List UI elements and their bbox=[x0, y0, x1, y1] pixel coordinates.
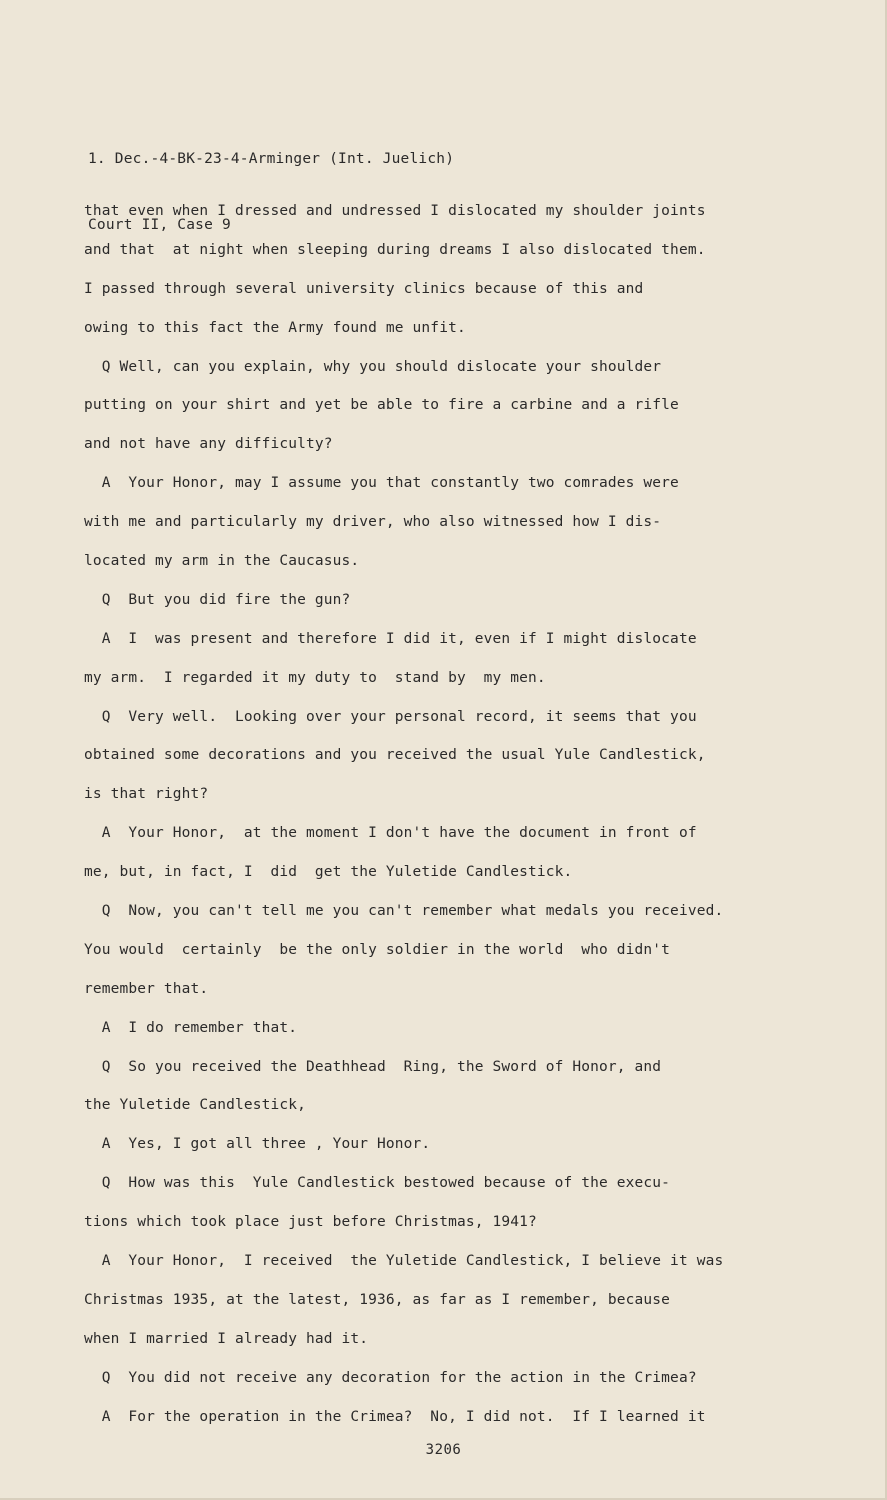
transcript-line: Q You did not receive any decoration for the action in the Crimea? bbox=[84, 1369, 697, 1386]
transcript-body bbox=[84, 198, 804, 1443]
header-case-reference: 1. Dec.-4-BK-23-4-Arminger (Int. Juelich) bbox=[88, 151, 455, 167]
transcript-line: my arm. I regarded it my duty to stand by my men. bbox=[84, 669, 546, 686]
transcript-line: me, but, in fact, I did get the Yuletide Candlestick. bbox=[84, 864, 573, 881]
transcript-line: that even when I dressed and undressed I dislocated my shoulder joints bbox=[84, 203, 706, 219]
transcript-line: Q So you received the Deathhead Ring, the Sword of Honor, and bbox=[84, 1058, 662, 1075]
transcript-line: with me and particularly my driver, who also witnessed how I dis- bbox=[84, 514, 662, 531]
transcript-line: Q Very well. Looking over your personal record, it seems that you bbox=[84, 708, 697, 725]
transcript-line: Q Now, you can't tell me you can't remember what medals you received. bbox=[84, 903, 724, 920]
transcript-line: Christmas 1935, at the latest, 1936, as far as I remember, because bbox=[84, 1291, 671, 1308]
transcript-line: tions which took place just before Christmas, 1941? bbox=[84, 1214, 537, 1231]
transcript-line: You would certainly be the only soldier in the world who didn't bbox=[84, 941, 671, 958]
transcript-line: I passed through several university clinics because of this and bbox=[84, 280, 644, 297]
transcript-line: A Yes, I got all three , Your Honor. bbox=[84, 1136, 431, 1153]
transcript-line: the Yuletide Candlestick, bbox=[84, 1097, 306, 1114]
transcript-line: is that right? bbox=[84, 786, 209, 803]
transcript-line: remember that. bbox=[84, 980, 209, 997]
transcript-line: and that at night when sleeping during dreams I also dislocated them. bbox=[84, 241, 706, 258]
transcript-line: A Your Honor, at the moment I don't have the document in front of bbox=[84, 825, 697, 842]
transcript-line: when I married I already had it. bbox=[84, 1330, 369, 1347]
transcript-line: Q But you did fire the gun? bbox=[84, 591, 351, 608]
transcript-line: A For the operation in the Crimea? No, I did not. If I learned it bbox=[84, 1408, 706, 1425]
transcript-line: A Your Honor, may I assume you that constantly two comrades were bbox=[84, 475, 679, 492]
transcript-line: and not have any difficulty? bbox=[84, 436, 333, 453]
transcript-line: Q Well, can you explain, why you should dislocate your shoulder bbox=[84, 358, 662, 375]
transcript-line: obtained some decorations and you received the usual Yule Candlestick, bbox=[84, 747, 706, 764]
transcript-line: putting on your shirt and yet be able to fire a carbine and a rifle bbox=[84, 397, 679, 414]
transcript-line: owing to this fact the Army found me unfit. bbox=[84, 319, 466, 336]
transcript-line: Q How was this Yule Candlestick bestowed because of the execu- bbox=[84, 1175, 671, 1192]
header-court-case: Court II, Case 9 bbox=[88, 217, 231, 233]
transcript-line: located my arm in the Caucasus. bbox=[84, 553, 360, 570]
transcript-line: A Your Honor, I received the Yuletide Candlestick, I believe it was bbox=[84, 1253, 724, 1270]
transcript-line: A I do remember that. bbox=[84, 1019, 298, 1036]
transcript-line: A I was present and therefore I did it, even if I might dislocate bbox=[84, 630, 697, 647]
page-number: 3206 bbox=[425, 1442, 462, 1458]
